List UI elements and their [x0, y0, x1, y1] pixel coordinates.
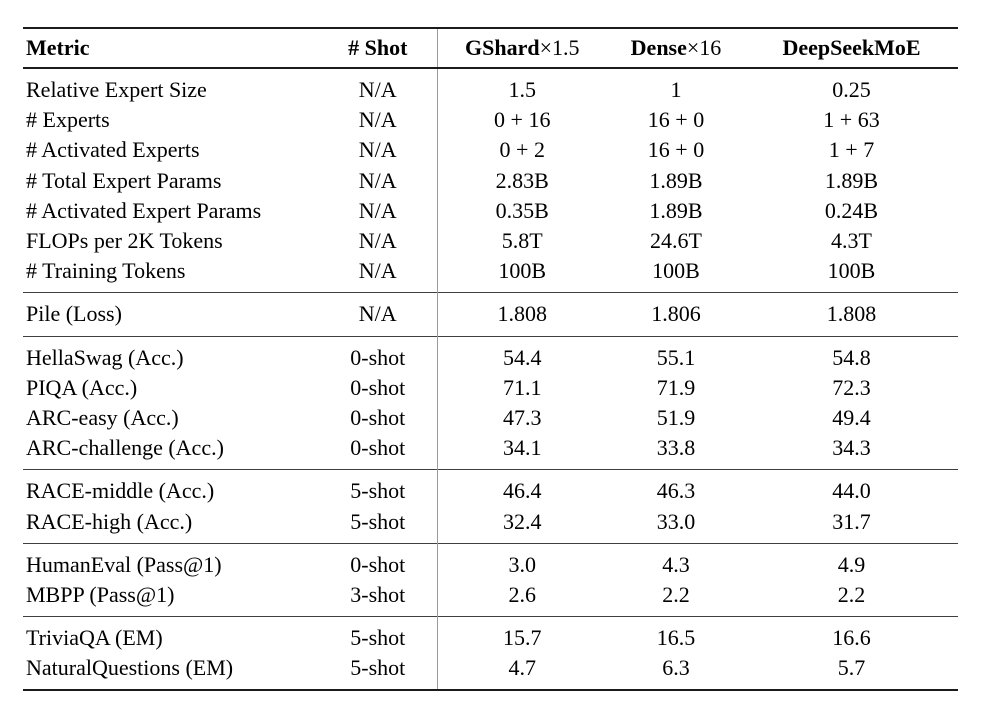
metric-cell: TriviaQA (EM)	[26, 625, 163, 651]
metric-cell: Pile (Loss)	[26, 301, 122, 327]
table-row	[23, 293, 958, 336]
section-code	[23, 543, 958, 616]
metric-cell: RACE-middle (Acc.)	[26, 478, 215, 504]
table-header	[23, 28, 958, 68]
deepseekmoe-value-cell: 72.3	[832, 374, 871, 400]
shot-cell: 0-shot	[350, 435, 406, 461]
shot-cell: N/A	[358, 137, 397, 163]
gshard-value-cell: 5.8T	[437, 226, 607, 256]
section-zero-shot-language	[23, 336, 958, 470]
table-row	[23, 470, 958, 507]
section-closed-book-qa	[23, 617, 958, 691]
gshard-value-cell: 32.4	[437, 506, 607, 543]
deepseekmoe-value-cell: 34.3	[832, 435, 871, 461]
metric-cell: # Experts	[26, 107, 110, 133]
deepseekmoe-value-cell: 1 + 7	[828, 137, 875, 163]
metric-cell: HellaSwag (Acc.)	[26, 344, 184, 370]
deepseekmoe-value-cell: 16.6	[832, 625, 871, 651]
metric-cell: NaturalQuestions (EM)	[26, 655, 234, 681]
shot-cell: 0-shot	[350, 551, 406, 577]
gshard-value-cell: 47.3	[437, 403, 607, 433]
gshard-value-cell: 2.6	[437, 580, 607, 617]
metric-cell: # Total Expert Params	[26, 167, 222, 193]
dense-value-cell: 1.89B	[649, 167, 703, 193]
deepseekmoe-value-cell: 31.7	[832, 508, 871, 534]
dense-value-cell: 1.89B	[649, 197, 703, 223]
dense-value-cell: 33.8	[656, 435, 696, 461]
deepseekmoe-value-cell: 5.7	[837, 655, 866, 681]
table-row	[23, 506, 958, 543]
section-reading-comprehension	[23, 470, 958, 543]
deepseekmoe-value-cell: 54.8	[832, 344, 871, 370]
deepseekmoe-value-cell: 2.2	[837, 581, 866, 607]
dense-value-cell: 71.9	[656, 374, 696, 400]
gshard-value-cell: 100B	[437, 256, 607, 293]
dense-value-cell: 2.2	[662, 581, 690, 607]
paper-table	[23, 27, 958, 691]
shot-cell: N/A	[358, 77, 397, 103]
metric-cell: ARC-challenge (Acc.)	[26, 435, 224, 461]
metric-cell: MBPP (Pass@1)	[26, 581, 175, 607]
section-pile-loss	[23, 293, 958, 336]
column-header-dense	[607, 28, 745, 68]
table-row	[23, 543, 958, 580]
table-row	[23, 196, 958, 226]
metric-cell: # Training Tokens	[26, 258, 186, 284]
metric-cell: Relative Expert Size	[26, 77, 207, 103]
gshard-value-cell: 2.83B	[437, 166, 607, 196]
deepseekmoe-value-cell: 0.24B	[824, 197, 879, 223]
shot-cell: 5-shot	[350, 508, 406, 534]
dense-value-cell: 51.9	[656, 404, 696, 430]
gshard-value-cell: 0 + 16	[437, 105, 607, 135]
shot-cell: N/A	[358, 258, 397, 284]
gshard-value-cell: 3.0	[437, 543, 607, 580]
shot-cell: 5-shot	[350, 655, 406, 681]
deepseekmoe-value-cell: 1.808	[826, 301, 877, 327]
model-name: DeepSeekMoE	[782, 35, 921, 60]
table-row	[23, 68, 958, 105]
column-header-gshard	[437, 28, 607, 68]
dense-value-cell: 6.3	[662, 655, 690, 681]
dense-value-cell: 4.3	[662, 551, 690, 577]
dense-value-cell: 1	[670, 77, 682, 103]
deepseekmoe-value-cell: 4.9	[837, 551, 866, 577]
metric-cell: PIQA (Acc.)	[26, 374, 138, 400]
gshard-value-cell: 4.7	[437, 653, 607, 690]
shot-cell: 3-shot	[350, 581, 406, 607]
metric-cell: FLOPs per 2K Tokens	[26, 228, 223, 254]
shot-cell: N/A	[358, 228, 397, 254]
model-name: GShard	[464, 35, 540, 60]
shot-cell: 0-shot	[350, 344, 406, 370]
table-row	[23, 403, 958, 433]
shot-cell: N/A	[358, 167, 397, 193]
table-row	[23, 580, 958, 617]
shot-cell: 0-shot	[350, 404, 406, 430]
deepseekmoe-value-cell: 4.3T	[831, 228, 872, 254]
column-header-metric: Metric	[26, 35, 90, 60]
deepseekmoe-value-cell: 1.89B	[824, 167, 879, 193]
column-header-shot: # Shot	[348, 35, 408, 60]
gshard-value-cell: 15.7	[437, 617, 607, 654]
gshard-value-cell: 71.1	[437, 373, 607, 403]
deepseekmoe-value-cell: 100B	[827, 258, 876, 284]
dense-value-cell: 100B	[652, 258, 700, 284]
metric-cell: # Activated Expert Params	[26, 197, 262, 223]
model-name: Dense	[630, 35, 687, 60]
deepseekmoe-value-cell: 44.0	[832, 478, 871, 504]
gshard-value-cell: 0.35B	[437, 196, 607, 226]
deepseekmoe-value-cell: 0.25	[832, 77, 871, 103]
table-row	[23, 336, 958, 373]
shot-cell: 5-shot	[350, 625, 406, 651]
shot-cell: N/A	[358, 197, 397, 223]
table-row	[23, 256, 958, 293]
dense-value-cell: 1.806	[651, 301, 701, 327]
table-row	[23, 433, 958, 470]
gshard-value-cell: 1.808	[437, 293, 607, 336]
metric-cell: # Activated Experts	[26, 137, 200, 163]
gshard-value-cell: 54.4	[437, 336, 607, 373]
gshard-value-cell: 1.5	[437, 68, 607, 105]
header-row	[23, 28, 958, 68]
model-scale-suffix: ×1.5	[539, 35, 580, 60]
table-row	[23, 105, 958, 135]
dense-value-cell: 24.6T	[650, 228, 702, 254]
gshard-value-cell: 34.1	[437, 433, 607, 470]
metric-cell: HumanEval (Pass@1)	[26, 551, 222, 577]
shot-cell: 5-shot	[350, 478, 406, 504]
dense-value-cell: 16 + 0	[647, 137, 705, 163]
section-architecture	[23, 68, 958, 293]
deepseekmoe-value-cell: 49.4	[832, 404, 871, 430]
dense-value-cell: 16.5	[656, 625, 696, 651]
model-scale-suffix: ×16	[686, 35, 722, 60]
table-row	[23, 166, 958, 196]
column-header-deepseekmoe	[745, 28, 958, 68]
shot-cell: N/A	[358, 301, 397, 327]
shot-cell: 0-shot	[350, 374, 406, 400]
metric-cell: ARC-easy (Acc.)	[26, 404, 179, 430]
metric-cell: RACE-high (Acc.)	[26, 508, 193, 534]
table-row	[23, 617, 958, 654]
dense-value-cell: 16 + 0	[647, 107, 705, 133]
dense-value-cell: 33.0	[656, 508, 696, 534]
table-row	[23, 226, 958, 256]
deepseekmoe-value-cell: 1 + 63	[823, 107, 880, 133]
gshard-value-cell: 46.4	[437, 470, 607, 507]
dense-value-cell: 55.1	[656, 344, 696, 370]
table-row	[23, 135, 958, 165]
table-row	[23, 653, 958, 690]
dense-value-cell: 46.3	[656, 478, 696, 504]
shot-cell: N/A	[358, 107, 397, 133]
gshard-value-cell: 0 + 2	[437, 135, 607, 165]
table-row	[23, 373, 958, 403]
